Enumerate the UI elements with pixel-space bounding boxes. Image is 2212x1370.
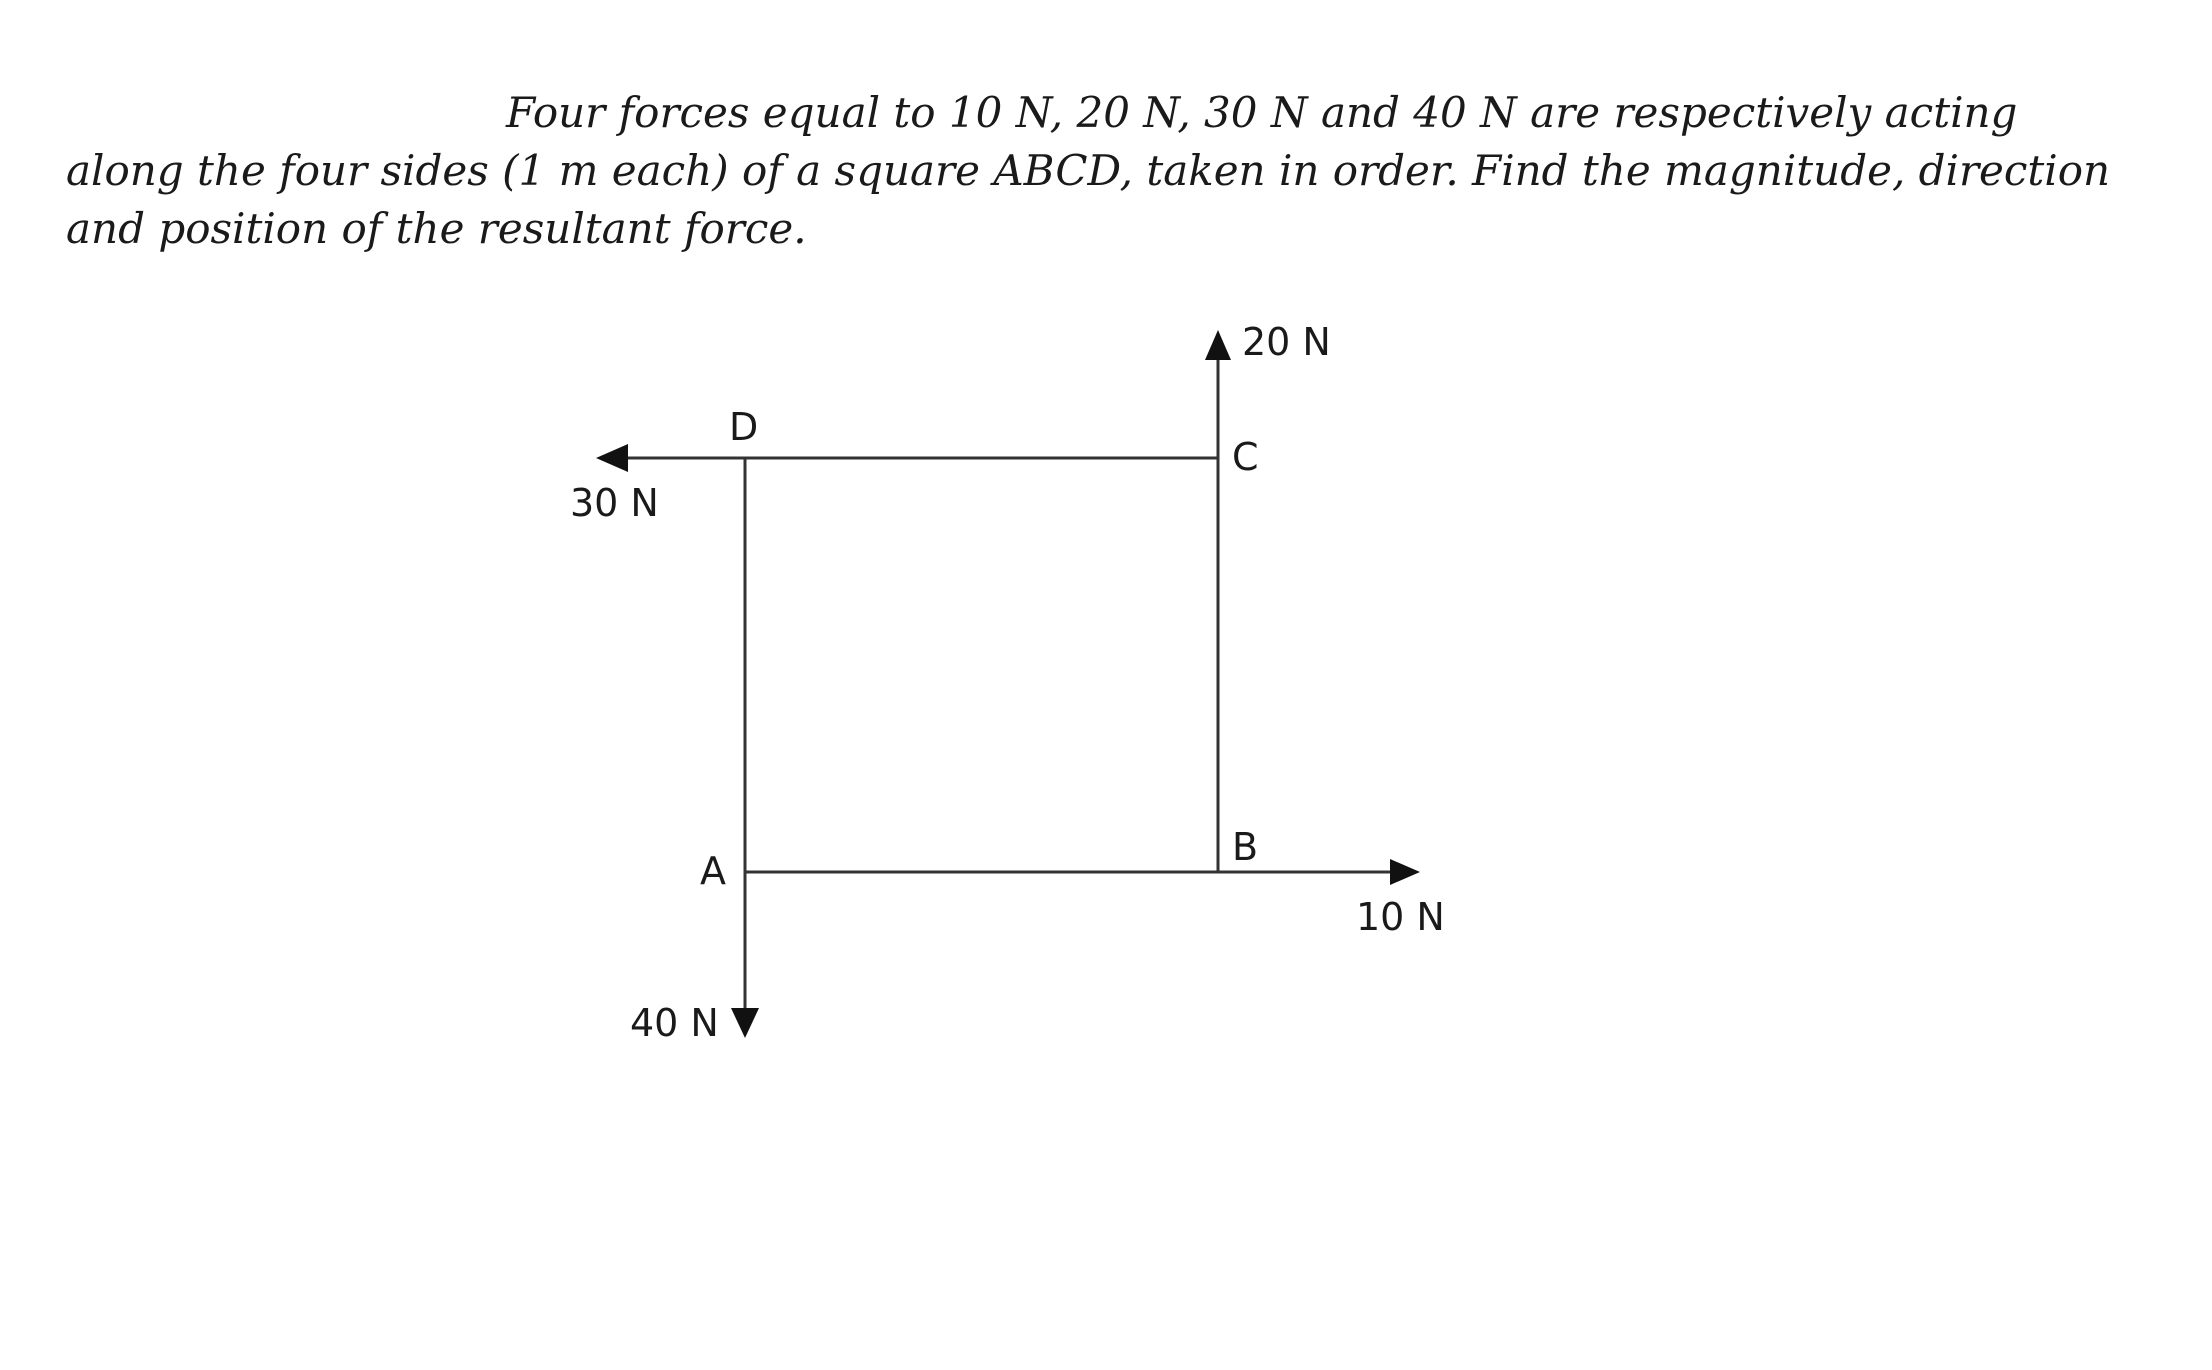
force-label-30n: 30 N	[570, 481, 659, 525]
vertex-label-b: B	[1232, 825, 1259, 869]
arrowhead-down-icon	[731, 1008, 759, 1038]
arrowhead-right-icon	[1390, 859, 1420, 885]
force-label-10n: 10 N	[1356, 895, 1445, 939]
vertex-label-c: C	[1232, 435, 1259, 479]
force-label-20n: 20 N	[1242, 320, 1331, 364]
arrowhead-up-icon	[1205, 330, 1231, 360]
problem-statement: Four forces equal to 10 N, 20 N, 30 N and 40 N are respectively acting along the four sides (1 m each) of a square ABCD, taken in order. Find the magnitude, direction and position of the resultant force.	[66, 88, 2111, 253]
force-label-40n: 40 N	[630, 1001, 719, 1045]
arrowhead-left-icon	[596, 444, 628, 472]
vertex-label-a: A	[700, 849, 726, 893]
vertex-label-d: D	[729, 405, 759, 449]
